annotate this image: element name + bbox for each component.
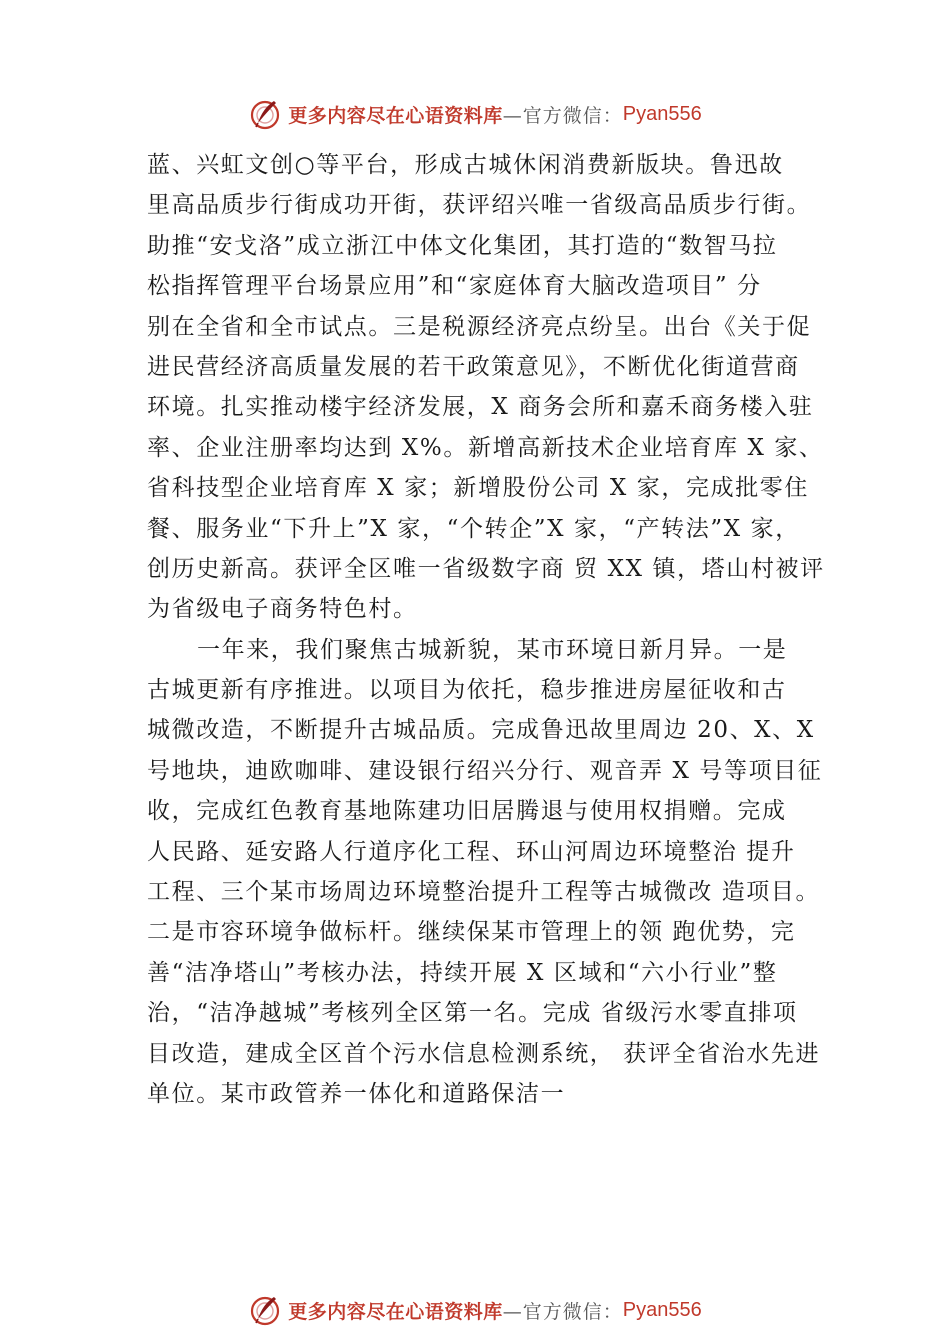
footer-wechat-id: Pyan556 xyxy=(622,1298,702,1321)
text-line: 工程、三个某市场周边环境整治提升工程等古城微改 造项目。 xyxy=(147,879,821,906)
text-line: 单位。某市政管养一体化和道路保洁一 xyxy=(147,1080,566,1107)
text-line: 助推“安戈洛”成立浙江中体文化集团，其打造的“数智马拉 xyxy=(147,232,778,259)
feather-pen-icon xyxy=(248,97,282,131)
text-line: 人民路、延安路人行道序化工程、环山河周边环境整治 提升 xyxy=(147,838,796,865)
feather-pen-icon xyxy=(248,1293,282,1327)
footer-brand: 更多内容尽在心语资料库 xyxy=(288,1300,503,1323)
text-line: 蓝、兴虹文创○等平台，形成古城休闲消费新版块。鲁迅故 xyxy=(147,152,784,178)
text-line: 治，“洁净越城”考核列全区第一名。完成 省级污水零直排项 xyxy=(147,1000,798,1027)
header-banner xyxy=(0,94,950,134)
text-line: 环境。扎实推动楼宇经济发展，X 商务会所和嘉禾商务楼入驻 xyxy=(147,394,814,421)
text-line: 里高品质步行街成功开街，获评绍兴唯一省级高品质步行街。 xyxy=(147,192,812,219)
footer-banner xyxy=(0,1290,950,1330)
text-line: 二是市容环境争做标杆。继续保某市管理上的领 跑优势，完 xyxy=(147,919,796,946)
header-wechat-id: Pyan556 xyxy=(622,102,702,125)
document-body xyxy=(147,145,847,1114)
text-line: 古城更新有序推进。以项目为依托，稳步推进房屋征收和古 xyxy=(147,677,787,704)
text-line: 进民营经济高质量发展的若干政策意见》，不断优化街道营商 xyxy=(147,353,800,380)
text-line: 省科技型企业培育库 X 家；新增股份公司 X 家，完成批零住 xyxy=(147,475,809,502)
footer-official-label: —官方微信： xyxy=(502,1300,623,1323)
text-line: 松指挥管理平台场景应用”和“家庭体育大脑改造项目” 分 xyxy=(147,273,762,300)
text-line: 善“洁净塔山”考核办法，持续开展 X 区域和“六小行业”整 xyxy=(147,959,778,986)
paragraph-start-line: 一年来，我们聚焦古城新貌，某市环境日新月异。一是 xyxy=(197,636,788,663)
header-official-label: —官方微信： xyxy=(502,104,623,127)
text-line: 收，完成红色教育基地陈建功旧居腾退与使用权捐赠。完成 xyxy=(147,798,787,825)
text-line: 目改造，建成全区首个污水信息检测系统， 获评全省治水先进 xyxy=(147,1040,821,1067)
text-line: 为省级电子商务特色村。 xyxy=(147,596,418,623)
header-brand: 更多内容尽在心语资料库 xyxy=(288,104,503,127)
text-line: 别在全省和全市试点。三是税源经济亮点纷呈。出台《关于促 xyxy=(147,313,812,340)
text-line: 率、企业注册率均达到 X%。新增高新技术企业培育库 X 家、 xyxy=(147,434,824,461)
text-line: 号地块，迪欧咖啡、建设银行绍兴分行、观音弄 X 号等项目征 xyxy=(147,757,823,784)
text-line: 城微改造，不断提升古城品质。完成鲁迅故里周边 20、X、X xyxy=(147,717,815,744)
text-line: 创历史新高。获评全区唯一省级数字商 贸 XX 镇，塔山村被评 xyxy=(147,555,825,582)
text-line: 餐、服务业“下升上”X 家，“个转企”X 家，“产转法”X 家， xyxy=(147,515,800,542)
